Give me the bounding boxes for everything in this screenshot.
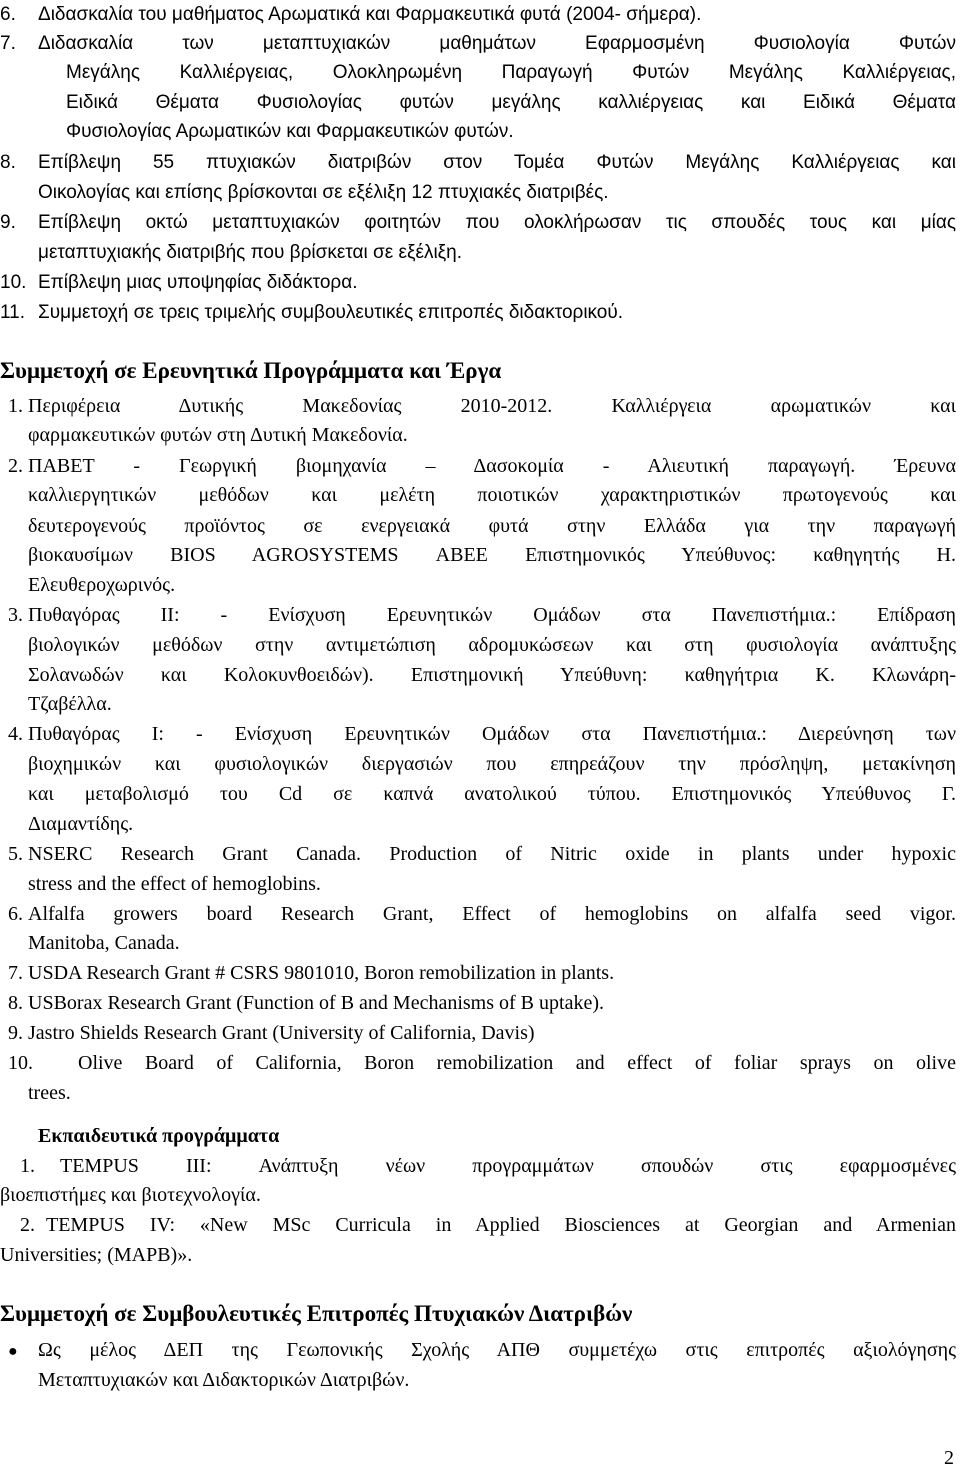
edu-heading: Εκπαιδευτικά προγράμματα bbox=[38, 1125, 280, 1147]
committee-heading: Συμμετοχή σε Συμβουλευτικές Επιτροπές Πτυχιακών Διατριβών bbox=[0, 1301, 633, 1326]
page-number: 2 bbox=[944, 1447, 954, 1469]
bullet-icon: ● bbox=[8, 1343, 18, 1360]
research-heading: Συμμετοχή σε Ερευνητικά Προγράμματα και Έργα bbox=[0, 358, 502, 383]
